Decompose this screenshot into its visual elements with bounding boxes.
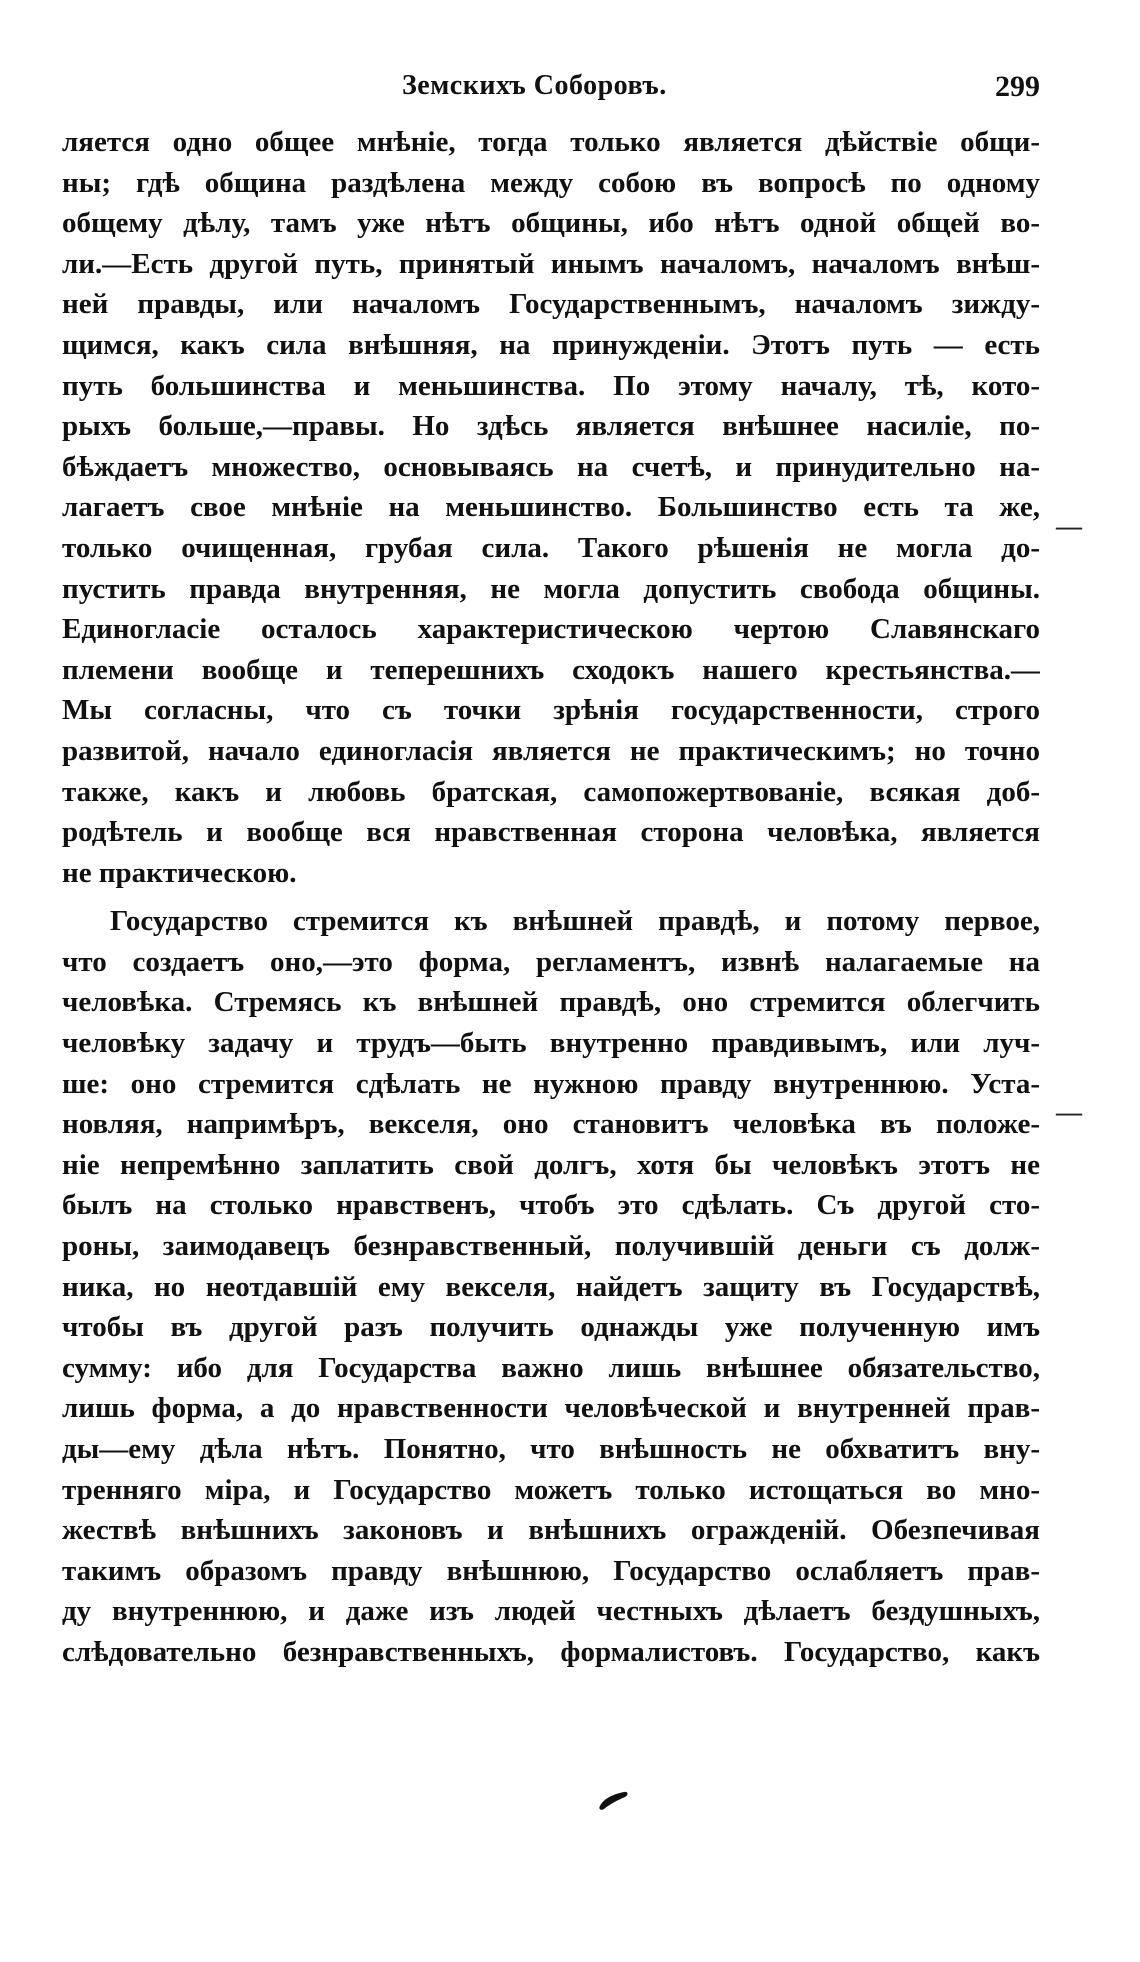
text-line: также, какъ и любовь братская, самопожертвованіе, всякая доб- [62, 775, 1040, 808]
paragraph-gap [62, 893, 1040, 901]
text-line: племени вообще и теперешнихъ сходокъ нашего крестьянства.— [62, 653, 1040, 686]
text-line: былъ на столько нравственъ, чтобъ это сдѣлать. Съ другой сто- [62, 1189, 1040, 1222]
text-line: Единогласіе осталось характеристическою чертою Славянскаго [62, 613, 1040, 646]
text-line: путь большинства и меньшинства. По этому началу, тѣ, кото- [62, 369, 1040, 402]
text-line: не практическою. [62, 856, 297, 889]
text-line: ду внутреннюю, и даже изъ людей честныхъ дѣлаетъ бездушныхъ, [62, 1595, 1040, 1628]
ink-blot-ornament [596, 1788, 630, 1812]
text-line: Государство стремится къ внѣшней правдѣ, и потому первое, [110, 905, 1040, 938]
text-line: ляется одно общее мнѣніе, тогда только является дѣйствіе общи- [62, 126, 1040, 158]
text-line: жествѣ внѣшнихъ законовъ и внѣшнихъ огражденій. Обезпечивая [62, 1514, 1040, 1547]
text-line: роны, заимодавецъ безнравственный, получившій деньги съ долж- [62, 1230, 1040, 1263]
text-line: родѣтель и вообще вся нравственная сторона человѣка, является [62, 816, 1040, 849]
text-line: бѣждаетъ множество, основываясь на счетѣ, и принудительно на- [62, 450, 1040, 483]
text-line: лишь форма, а до нравственности человѣческой и внутренней прав- [62, 1392, 1040, 1425]
text-line: развитой, начало единогласія является не практическимъ; но точно [62, 734, 1040, 767]
text-line: ны; гдѣ община раздѣлена между собою въ вопросѣ по одному [62, 166, 1040, 199]
text-line: что создаетъ оно,—это форма, регламентъ, извнѣ налагаемые на [62, 945, 1040, 978]
running-head [62, 70, 1040, 110]
text-line: ше: оно стремится сдѣлать не нужною правду внутреннюю. Уста- [62, 1067, 1040, 1100]
body-text [62, 122, 1040, 1673]
text-line: Мы согласны, что съ точки зрѣнія государственности, строго [62, 694, 1040, 727]
text-line: пустить правда внутренняя, не могла допустить свобода общины. [62, 572, 1040, 605]
text-line: человѣку задачу и трудъ—быть внутренно правдивымъ, или луч- [62, 1027, 1040, 1060]
text-line: ды—ему дѣла нѣтъ. Понятно, что внѣшность не обхватитъ вну- [62, 1433, 1040, 1465]
paragraph [62, 901, 1040, 1672]
text-line: ника, но неотдавшій ему векселя, найдетъ защиту въ Государствѣ, [62, 1270, 1040, 1303]
paragraph [62, 122, 1040, 893]
text-line: такимъ образомъ правду внѣшнюю, Государство ослабляетъ прав- [62, 1554, 1040, 1587]
page-number: 299 [995, 70, 1040, 103]
text-line: сумму: ибо для Государства важно лишь внѣшнее обязательство, [62, 1351, 1040, 1384]
text-line: чтобы въ другой разъ получить однажды уже полученную имъ [62, 1311, 1040, 1344]
text-line: щимся, какъ сила внѣшняя, на принужденіи. Этотъ путь — есть [62, 328, 1040, 361]
text-line: ли.—Есть другой путь, принятый инымъ началомъ, началомъ внѣш- [62, 247, 1040, 280]
text-line: лагаетъ свое мнѣніе на меньшинство. Большинство есть та же, [62, 491, 1040, 524]
text-line: ніе непремѣнно заплатить свой долгъ, хотя бы человѣкъ этотъ не [62, 1148, 1040, 1181]
text-line: ней правды, или началомъ Государственнымъ, началомъ зиждy- [62, 288, 1040, 321]
text-line: только очищенная, грубая сила. Такого рѣшенія не могла до- [62, 531, 1040, 564]
text-line: новляя, напримѣръ, векселя, оно становитъ человѣка въ положе- [62, 1108, 1040, 1141]
text-line: тренняго міра, и Государство можетъ только истощаться во мно- [62, 1473, 1040, 1506]
text-line: слѣдовательно безнравственныхъ, формалистовъ. Государство, какъ [62, 1635, 1040, 1668]
text-line: рыхъ больше,—правы. Но здѣсь является внѣшнее насиліе, по- [62, 410, 1040, 443]
text-line: человѣка. Стремясь къ внѣшней правдѣ, оно стремится облегчить [62, 986, 1040, 1019]
margin-dash-mark: — [1056, 512, 1082, 541]
margin-dash-mark: — [1056, 1098, 1082, 1127]
running-title: Земскихъ Соборовъ. [402, 70, 667, 101]
text-line: общему дѣлу, тамъ уже нѣтъ общины, ибо нѣтъ одной общей во- [62, 207, 1040, 240]
